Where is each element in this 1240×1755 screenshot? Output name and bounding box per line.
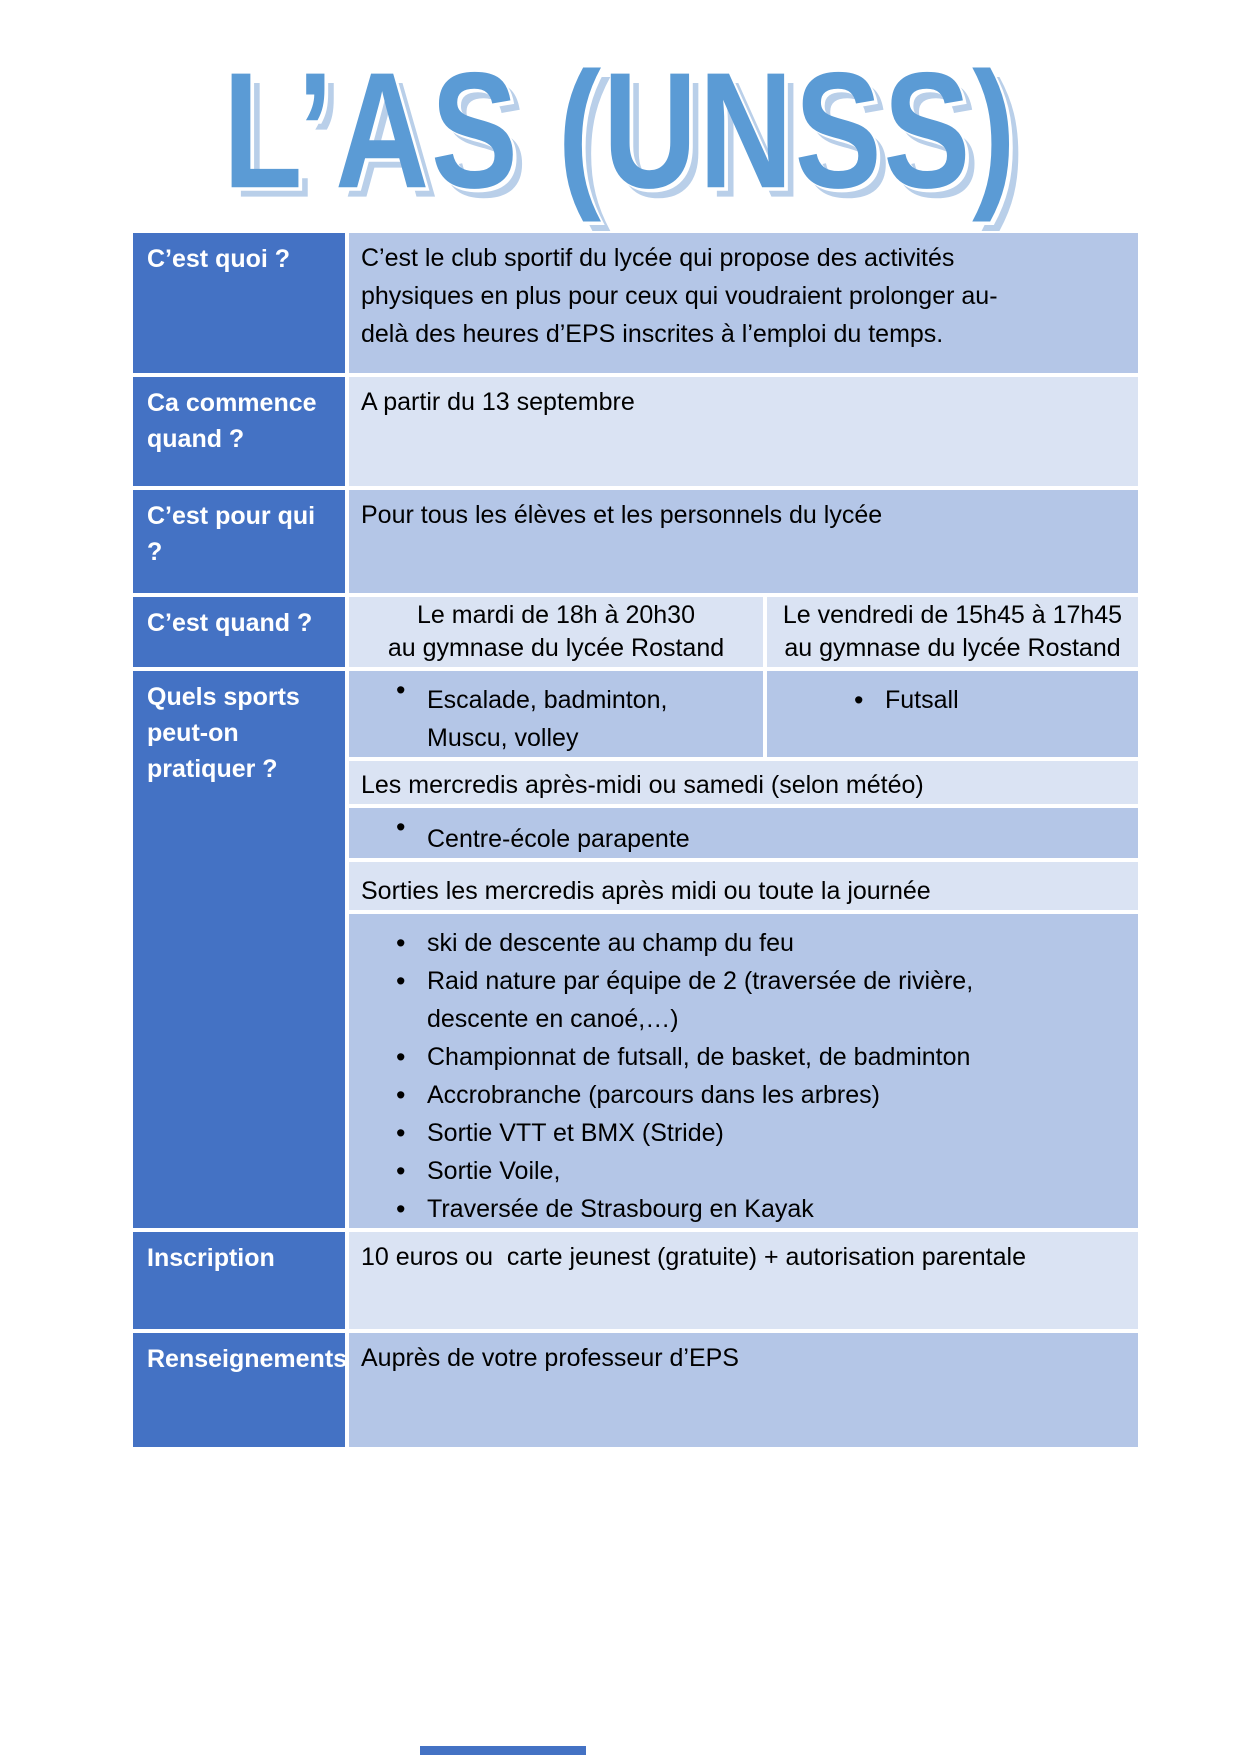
row-content-what (349, 233, 1138, 373)
weather-note: Les mercredis après-midi ou samedi (selon météo) (349, 761, 1138, 804)
row-content-start (349, 377, 1138, 486)
row-label-what: C’est quoi ? (133, 233, 345, 373)
start-text: A partir du 13 septembre (361, 388, 635, 416)
row-label-sports: Quels sports peut-on pratiquer ? (133, 671, 345, 1228)
when-tuesday-cell (349, 597, 763, 667)
weather-activity-item (349, 808, 1138, 858)
row-label-when: C’est quand ? (133, 597, 345, 667)
when-cells (349, 597, 1138, 667)
tuesday-time: Le mardi de 18h à 20h30 (417, 601, 695, 629)
page-title-text: L’AS (UNSS) (222, 37, 1018, 223)
table-row-sports (133, 671, 1138, 1228)
table-row-information (133, 1333, 1138, 1447)
friday-place: au gymnase du lycée Rostand (784, 634, 1121, 662)
outings-list (349, 914, 1138, 1228)
row-label-registration: Inscription (133, 1232, 345, 1329)
page-title (0, 37, 1240, 223)
friday-sports-item (767, 671, 1138, 757)
row-label-who: C’est pour qui ? (133, 490, 345, 593)
friday-sports-text: Futsall (885, 686, 959, 714)
friday-time: Le vendredi de 15h45 à 17h45 (782, 601, 1123, 629)
list-item: • Accrobranche (parcours dans les arbres) (349, 1076, 1138, 1114)
row-label-information: Renseignements (133, 1333, 345, 1447)
table-row-when (133, 597, 1138, 667)
information-text: Auprès de votre professeur d’EPS (349, 1333, 1138, 1447)
table-row-registration (133, 1232, 1138, 1329)
list-item: • Championnat de futsall, de basket, de badminton (349, 1038, 1138, 1076)
registration-text: 10 euros ou carte jeunest (gratuite) + autorisation parentale (349, 1232, 1138, 1329)
next-page-table-edge (420, 1746, 586, 1755)
when-friday-cell (767, 597, 1138, 667)
table-row-what (133, 233, 1138, 373)
who-text: Pour tous les élèves et les personnels du lycée (361, 501, 883, 529)
list-item: • Traversée de Strasbourg en Kayak (349, 1190, 1138, 1228)
list-item: • ski de descente au champ du feu (349, 924, 1138, 962)
tuesday-sports-item (349, 671, 763, 757)
what-text: C’est le club sportif du lycée qui propose des activités physiques en plus pour ceux qui voudraient prolonger au-delà des heures d’EPS inscrites à l’emploi du temps. (361, 244, 998, 348)
weather-activity-text: Centre-école parapente (427, 825, 690, 853)
row-content-who (349, 490, 1138, 593)
list-item: • Sortie Voile, (349, 1152, 1138, 1190)
outings-note: Sorties les mercredis après midi ou toute la journée (349, 862, 1138, 910)
row-label-start: Ca commence quand ? (133, 377, 345, 486)
table-row-who (133, 490, 1138, 593)
tuesday-place: au gymnase du lycée Rostand (387, 634, 725, 662)
table-row-start (133, 377, 1138, 486)
info-table (133, 233, 1138, 1447)
list-item: • Raid nature par équipe de 2 (traversée de rivière, descente en canoé,…) (349, 962, 1138, 1038)
list-item: • Sortie VTT et BMX (Stride) (349, 1114, 1138, 1152)
sports-content (349, 671, 1138, 1228)
tuesday-sports-text: • Escalade, badminton, Muscu, volley (427, 686, 668, 752)
sports-weekly-cells (349, 671, 1138, 757)
